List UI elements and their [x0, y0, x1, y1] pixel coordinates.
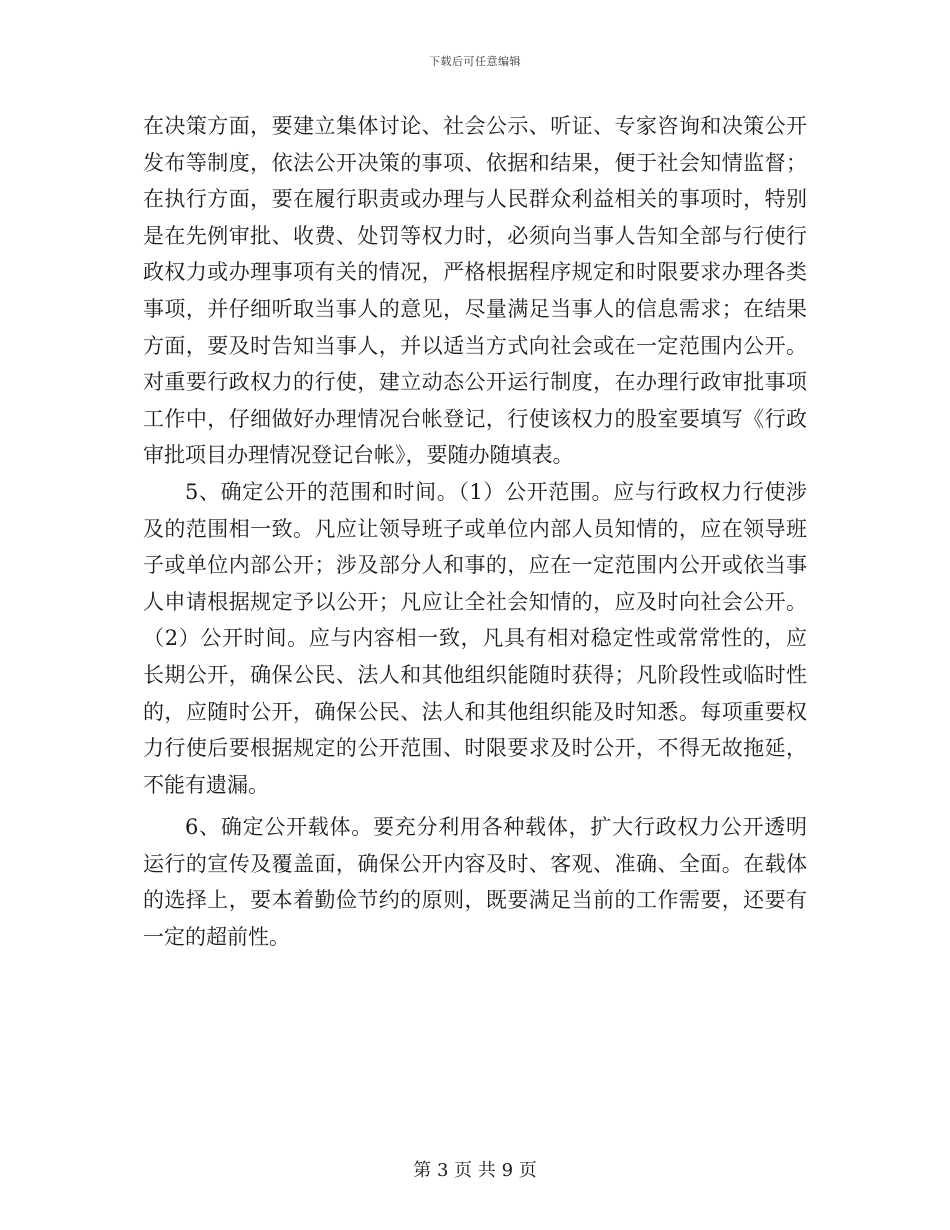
paragraph-scope-and-time: 5、确定公开的范围和时间。（1）公开范围。应与行政权力行使涉及的范围相一致。凡应让领导班子或单位内部人员知情的，应在领导班子或单位内部公开；涉及部分人和事的，应在一定范围内公开或依当事人申请根据规定予以公开；凡应让全社会知情的，应及时向社会公开。（2）公开时间。应与内容相一致，凡具有相对稳定性或常常性的，应长期公开，确保公民、法人和其他组织能随时获得；凡阶段性或临时性的，应随时公开，确保公民、法人和其他组织能及时知悉。每项重要权力行使后要根据规定的公开范围、时限要求及时公开，不得无故拖延，不能有遗漏。	[143, 479, 807, 797]
paragraph-disclosure-carrier: 6、确定公开载体。要充分利用各种载体，扩大行政权力公开透明运行的宣传及覆盖面，确保公开内容及时、客观、准确、全面。在载体的选择上，要本着勤俭节约的原则，既要满足当前的工作需要，还要有一定的超前性。	[143, 815, 807, 950]
document-body	[143, 108, 807, 956]
page-header: 下载后可任意编辑	[429, 55, 521, 68]
page-number-footer: 第 3 页 共 9 页	[413, 1160, 537, 1181]
paragraph-decision-execution-result: 在决策方面，要建立集体讨论、社会公示、听证、专家咨询和决策公开发布等制度，依法公开决策的事项、依据和结果，便于社会知情监督；在执行方面，要在履行职责或办理与人民群众利益相关的事项时，特别是在先例审批、收费、处罚等权力时，必须向当事人告知全部与行使行政权力或办理事项有关的情况，严格根据程序规定和时限要求办理各类事项，并仔细听取当事人的意见，尽量满足当事人的信息需求；在结果方面，要及时告知当事人，并以适当方式向社会或在一定范围内公开。对重要行政权力的行使，建立动态公开运行制度，在办理行政审批事项工作中，仔细做好办理情况台帐登记，行使该权力的股室要填写《行政审批项目办理情况登记台帐》，要随办随填表。	[143, 114, 807, 468]
